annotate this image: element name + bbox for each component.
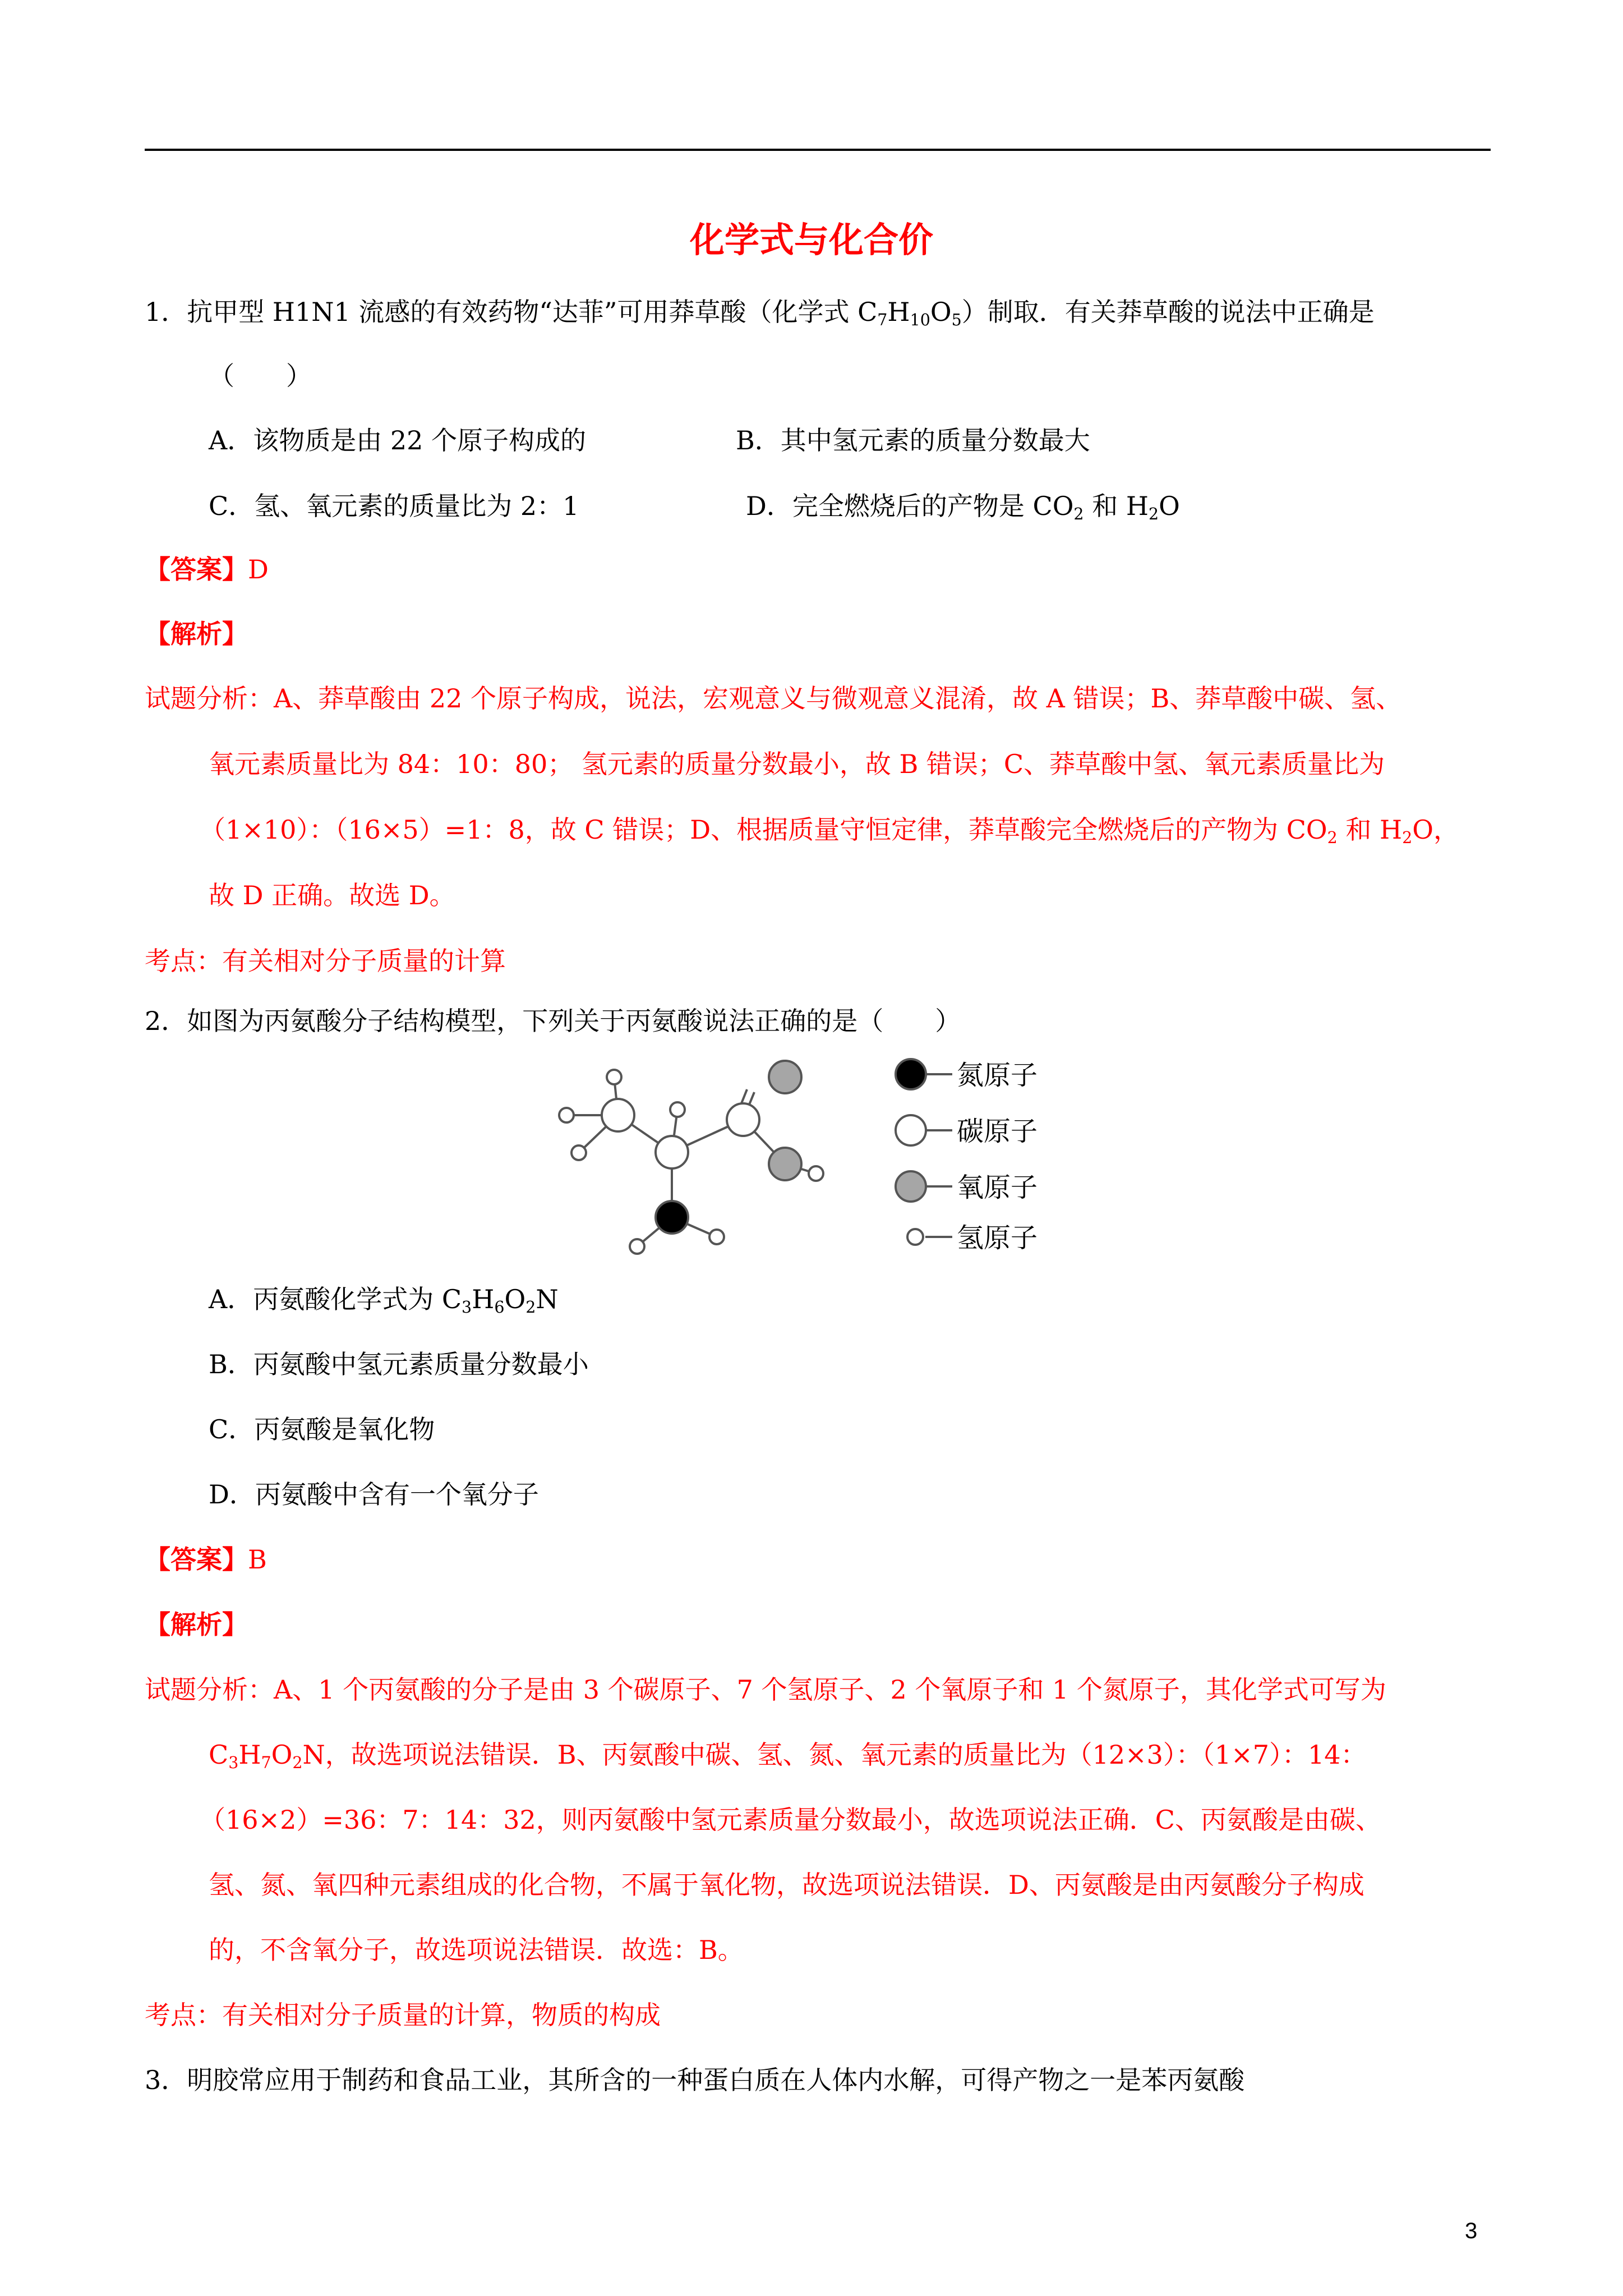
legend-nitrogen: 氮原子 [957, 1060, 1038, 1091]
q1-option-a: A．该物质是由 22 个原子构成的 [209, 425, 586, 455]
q2-kaodian: 考点：有关相对分子质量的计算，物质的构成 [145, 2000, 661, 2030]
legend-hydrogen: 氢原子 [957, 1222, 1038, 1254]
q2-analysis-line-5: 的，不含氧分子，故选项说法错误．故选：B。 [209, 1935, 744, 1965]
q2-analysis-line-4: 氢、氮、氧四种元素组成的化合物，不属于氧化物，故选项说法错误．D、丙氨酸是由丙氨酸分子构成 [209, 1870, 1364, 1900]
q2-analysis-line-1: 试题分析：A、1 个丙氨酸的分子是由 3 个碳原子、7 个氢原子、2 个氧原子和 1 个氮原子，其化学式可写为 [145, 1674, 1386, 1705]
legend-oxygen: 氧原子 [957, 1172, 1038, 1203]
q2-stem: 2．如图为丙氨酸分子结构模型，下列关于丙氨酸说法正确的是（ ） [145, 1006, 961, 1036]
q1-stem: 1．抗甲型 H1N1 流感的有效药物“达菲”可用莽草酸（化学式 $C_7H_{10}O_5$）制取．有关莽草酸的说法中正确是 [145, 297, 1375, 329]
q2-answer: 【答案】B [145, 1544, 267, 1575]
q2-analysis-line-3: （16×2）=36：7：14：32，则丙氨酸中氢元素质量分数最小，故选项说法正确．C、丙氨酸是由碳、 [200, 1805, 1381, 1835]
q2-option-c: C．丙氨酸是氧化物 [209, 1414, 435, 1444]
q3-stem: 3．明胶常应用于制药和食品工业，其所含的一种蛋白质在人体内水解，可得产物之一是苯丙氨酸 [145, 2065, 1245, 2095]
q2-analysis-line-2: $C_3H_7O_2N$，故选项说法错误．B、丙氨酸中碳、氢、氮、氧元素的质量比为（12×3）：（1×7）：14： [209, 1740, 1367, 1772]
q1-analysis-line-2: 氧元素质量比为 84：10：80； 氢元素的质量分数最小，故 B 错误；C、莽草酸中氢、氧元素质量比为 [209, 749, 1385, 779]
q1-analysis-line-1: 试题分析：A、莽草酸由 22 个原子构成，说法，宏观意义与微观意义混淆，故 A 错误；B、莽草酸中碳、氢、 [145, 683, 1402, 714]
q2-option-a: A．丙氨酸化学式为 $C_3H_6O_2N$ [209, 1284, 559, 1317]
q1-analysis-line-4: 故 D 正确。故选 D。 [209, 880, 455, 910]
q1-option-d: D．完全燃烧后的产物是 $CO_2$ 和 $H_2O$ [746, 491, 1180, 523]
q1-kaodian: 考点：有关相对分子质量的计算 [145, 946, 506, 976]
q1-analysis-label: 【解析】 [145, 619, 248, 649]
q1-option-b: B．其中氢元素的质量分数最大 [736, 425, 1090, 455]
legend-carbon: 碳原子 [957, 1116, 1038, 1147]
page-number: 3 [1465, 2219, 1478, 2243]
header-rule [145, 149, 1491, 151]
q2-analysis-label: 【解析】 [145, 1609, 248, 1640]
q2-option-b: B．丙氨酸中氢元素质量分数最小 [209, 1349, 589, 1379]
q1-answer: 【答案】D [145, 554, 269, 585]
q1-answer-paren: （ ） [209, 361, 312, 391]
page-title: 化学式与化合价 [689, 219, 933, 260]
q1-option-c: C．氢、氧元素的质量比为 2：1 [209, 491, 579, 521]
alanine-molecule-diagram [555, 1049, 1094, 1271]
q2-option-d: D．丙氨酸中含有一个氧分子 [209, 1479, 539, 1510]
q1-analysis-line-3: （1×10）：（16×5）=1：8，故 C 错误；D、根据质量守恒定律，莽草酸完全燃烧后的产物为 $CO_2$ 和 $H_2O$， [200, 815, 1460, 847]
